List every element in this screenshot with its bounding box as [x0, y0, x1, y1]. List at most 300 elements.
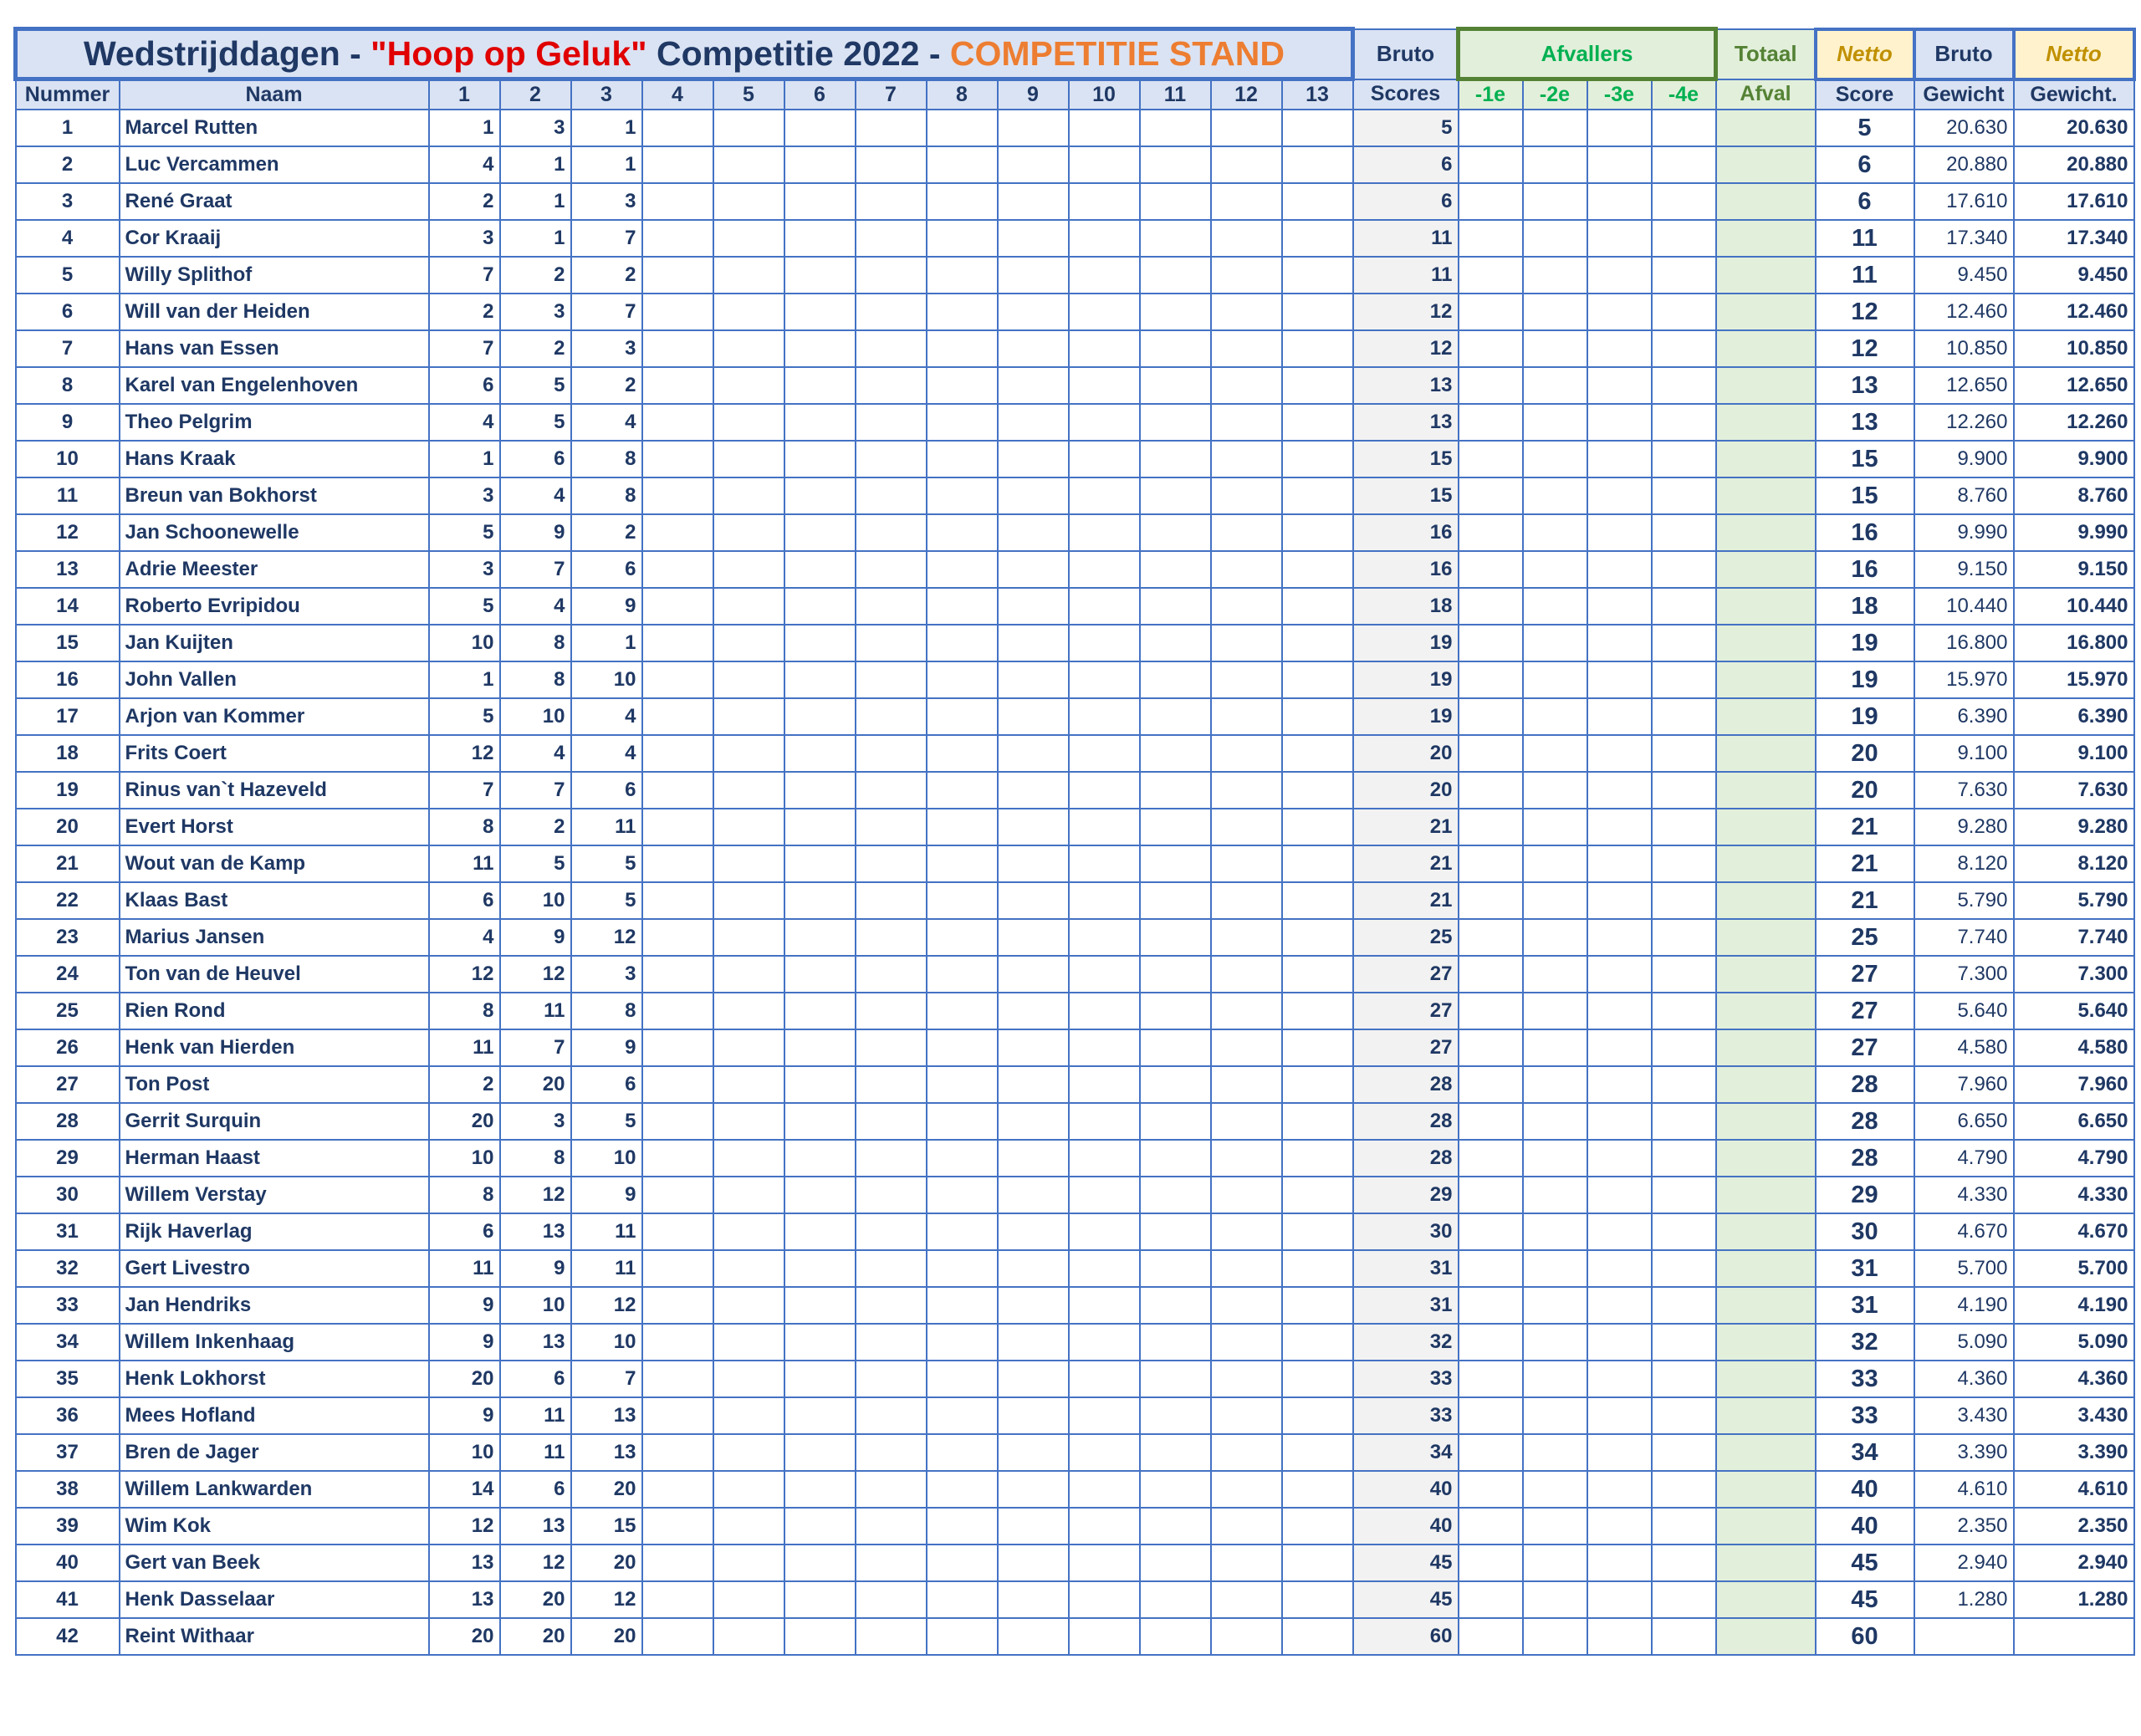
cell-round-6	[784, 551, 856, 588]
cell-totaal-afval	[1716, 845, 1816, 882]
cell-round-6	[784, 1029, 856, 1066]
cell-netto-score: 12	[1816, 330, 1914, 367]
cell-round-2: 12	[500, 956, 571, 993]
cell-round-12	[1211, 514, 1282, 551]
cell-round-8	[927, 735, 998, 772]
cell-afvaller-4	[1652, 257, 1716, 294]
cell-bruto-gewicht: 9.900	[1914, 441, 2014, 477]
cell-round-9	[998, 1508, 1069, 1545]
cell-round-7	[856, 367, 927, 404]
cell-netto-gewicht: 1.280	[2014, 1581, 2134, 1618]
cell-nummer: 15	[16, 625, 120, 661]
cell-round-12	[1211, 367, 1282, 404]
cell-netto-score: 11	[1816, 220, 1914, 257]
cell-netto-gewicht: 4.790	[2014, 1140, 2134, 1177]
cell-round-4	[642, 1287, 713, 1324]
cell-afvaller-4	[1652, 809, 1716, 845]
cell-afvaller-2	[1523, 845, 1587, 882]
cell-netto-score: 28	[1816, 1140, 1914, 1177]
cell-round-5	[713, 882, 784, 919]
cell-round-8	[927, 294, 998, 330]
cell-round-9	[998, 1361, 1069, 1397]
cell-round-9	[998, 367, 1069, 404]
cell-round-12	[1211, 588, 1282, 625]
cell-round-13	[1282, 294, 1353, 330]
cell-round-4	[642, 477, 713, 514]
cell-netto-score: 31	[1816, 1250, 1914, 1287]
cell-totaal-afval	[1716, 404, 1816, 441]
cell-nummer: 16	[16, 661, 120, 698]
cell-round-4	[642, 330, 713, 367]
cell-afvaller-4	[1652, 514, 1716, 551]
col-header-gewicht: Gewicht	[1914, 79, 2014, 110]
cell-round-11	[1140, 1471, 1211, 1508]
cell-round-8	[927, 956, 998, 993]
cell-round-1: 9	[429, 1287, 500, 1324]
cell-round-9	[998, 220, 1069, 257]
cell-netto-gewicht: 4.610	[2014, 1471, 2134, 1508]
cell-round-12	[1211, 772, 1282, 809]
cell-round-13	[1282, 514, 1353, 551]
cell-round-8	[927, 514, 998, 551]
cell-round-5	[713, 1508, 784, 1545]
cell-netto-gewicht: 7.630	[2014, 772, 2134, 809]
cell-round-7	[856, 1434, 927, 1471]
cell-naam: Gert Livestro	[120, 1250, 429, 1287]
cell-round-7	[856, 588, 927, 625]
title-part-1: Wedstrijddagen -	[83, 34, 371, 73]
cell-afvaller-4	[1652, 110, 1716, 146]
cell-round-5	[713, 146, 784, 183]
table-row	[16, 1287, 2134, 1324]
cell-afvaller-2	[1523, 1029, 1587, 1066]
cell-bruto-scores: 45	[1353, 1545, 1459, 1581]
cell-afvaller-4	[1652, 477, 1716, 514]
cell-round-1: 5	[429, 588, 500, 625]
cell-round-6	[784, 404, 856, 441]
cell-round-3: 1	[571, 625, 642, 661]
cell-afvaller-3	[1587, 294, 1652, 330]
cell-round-1: 3	[429, 551, 500, 588]
cell-naam: Jan Kuijten	[120, 625, 429, 661]
cell-round-3: 7	[571, 1361, 642, 1397]
cell-round-4	[642, 1324, 713, 1361]
col-header-round-2: 2	[500, 79, 571, 110]
cell-round-7	[856, 625, 927, 661]
cell-round-10	[1069, 1471, 1140, 1508]
cell-nummer: 32	[16, 1250, 120, 1287]
cell-bruto-gewicht: 4.580	[1914, 1029, 2014, 1066]
cell-round-2: 1	[500, 146, 571, 183]
cell-round-6	[784, 993, 856, 1029]
cell-afvaller-3	[1587, 220, 1652, 257]
table-row	[16, 661, 2134, 698]
cell-round-11	[1140, 882, 1211, 919]
cell-round-11	[1140, 1066, 1211, 1103]
cell-round-5	[713, 809, 784, 845]
cell-round-12	[1211, 1066, 1282, 1103]
cell-bruto-gewicht: 20.630	[1914, 110, 2014, 146]
cell-bruto-gewicht: 16.800	[1914, 625, 2014, 661]
cell-round-4	[642, 1434, 713, 1471]
cell-afvaller-1	[1459, 1177, 1523, 1213]
cell-netto-score: 31	[1816, 1287, 1914, 1324]
cell-afvaller-2	[1523, 1434, 1587, 1471]
cell-round-12	[1211, 1397, 1282, 1434]
cell-afvaller-4	[1652, 367, 1716, 404]
cell-afvaller-4	[1652, 551, 1716, 588]
cell-round-6	[784, 1250, 856, 1287]
cell-afvaller-4	[1652, 1324, 1716, 1361]
cell-round-3: 15	[571, 1508, 642, 1545]
cell-naam: Bren de Jager	[120, 1434, 429, 1471]
cell-afvaller-1	[1459, 294, 1523, 330]
table-row	[16, 1618, 2134, 1655]
cell-round-13	[1282, 1029, 1353, 1066]
table-row	[16, 183, 2134, 220]
title-part-2: "Hoop op Geluk"	[370, 34, 647, 73]
cell-round-12	[1211, 882, 1282, 919]
cell-round-6	[784, 257, 856, 294]
cell-round-12	[1211, 1361, 1282, 1397]
table-row	[16, 404, 2134, 441]
cell-round-2: 2	[500, 330, 571, 367]
cell-bruto-gewicht: 9.450	[1914, 257, 2014, 294]
cell-round-10	[1069, 956, 1140, 993]
cell-netto-gewicht: 9.990	[2014, 514, 2134, 551]
cell-afvaller-4	[1652, 1250, 1716, 1287]
cell-round-11	[1140, 330, 1211, 367]
cell-naam: Klaas Bast	[120, 882, 429, 919]
cell-totaal-afval	[1716, 441, 1816, 477]
cell-round-7	[856, 1508, 927, 1545]
cell-afvaller-1	[1459, 1397, 1523, 1434]
cell-bruto-scores: 15	[1353, 477, 1459, 514]
col-header-round-8: 8	[927, 79, 998, 110]
cell-afvaller-2	[1523, 1287, 1587, 1324]
cell-round-10	[1069, 1618, 1140, 1655]
cell-round-8	[927, 1397, 998, 1434]
cell-round-1: 2	[429, 294, 500, 330]
cell-nummer: 20	[16, 809, 120, 845]
cell-round-4	[642, 882, 713, 919]
cell-round-5	[713, 1177, 784, 1213]
cell-bruto-scores: 19	[1353, 625, 1459, 661]
cell-netto-gewicht: 8.120	[2014, 845, 2134, 882]
cell-round-5	[713, 294, 784, 330]
cell-afvaller-3	[1587, 1140, 1652, 1177]
cell-round-1: 2	[429, 1066, 500, 1103]
cell-netto-score: 45	[1816, 1581, 1914, 1618]
cell-round-10	[1069, 1250, 1140, 1287]
cell-naam: Wim Kok	[120, 1508, 429, 1545]
cell-round-5	[713, 1287, 784, 1324]
cell-bruto-scores: 16	[1353, 514, 1459, 551]
cell-nummer: 33	[16, 1287, 120, 1324]
cell-afvaller-1	[1459, 1103, 1523, 1140]
cell-netto-gewicht: 4.580	[2014, 1029, 2134, 1066]
cell-round-13	[1282, 1434, 1353, 1471]
cell-nummer: 3	[16, 183, 120, 220]
cell-round-13	[1282, 661, 1353, 698]
col-header-round-3: 3	[571, 79, 642, 110]
cell-round-11	[1140, 146, 1211, 183]
cell-nummer: 13	[16, 551, 120, 588]
cell-round-12	[1211, 1545, 1282, 1581]
cell-afvaller-4	[1652, 1103, 1716, 1140]
cell-round-8	[927, 110, 998, 146]
cell-round-11	[1140, 183, 1211, 220]
cell-round-5	[713, 1434, 784, 1471]
cell-round-3: 5	[571, 882, 642, 919]
cell-totaal-afval	[1716, 294, 1816, 330]
cell-round-4	[642, 257, 713, 294]
cell-bruto-scores: 19	[1353, 698, 1459, 735]
table-row	[16, 625, 2134, 661]
cell-naam: Ton van de Heuvel	[120, 956, 429, 993]
cell-afvaller-1	[1459, 441, 1523, 477]
cell-afvaller-4	[1652, 1029, 1716, 1066]
cell-afvaller-1	[1459, 1066, 1523, 1103]
cell-bruto-gewicht: 4.190	[1914, 1287, 2014, 1324]
cell-afvaller-4	[1652, 220, 1716, 257]
col-header-afvaller-1: -1e	[1459, 79, 1523, 110]
cell-round-10	[1069, 809, 1140, 845]
cell-round-4	[642, 183, 713, 220]
cell-round-4	[642, 294, 713, 330]
cell-round-10	[1069, 110, 1140, 146]
cell-round-9	[998, 1177, 1069, 1213]
cell-totaal-afval	[1716, 1434, 1816, 1471]
cell-round-12	[1211, 1213, 1282, 1250]
cell-round-10	[1069, 477, 1140, 514]
cell-round-9	[998, 514, 1069, 551]
cell-bruto-scores: 31	[1353, 1250, 1459, 1287]
cell-round-6	[784, 956, 856, 993]
cell-round-8	[927, 993, 998, 1029]
cell-naam: Adrie Meester	[120, 551, 429, 588]
cell-afvaller-4	[1652, 1434, 1716, 1471]
cell-round-6	[784, 1324, 856, 1361]
cell-round-12	[1211, 1581, 1282, 1618]
cell-round-3: 1	[571, 146, 642, 183]
cell-netto-gewicht: 6.650	[2014, 1103, 2134, 1140]
cell-totaal-afval	[1716, 1177, 1816, 1213]
cell-round-6	[784, 1581, 856, 1618]
cell-round-8	[927, 477, 998, 514]
table-row	[16, 809, 2134, 845]
cell-round-9	[998, 294, 1069, 330]
cell-round-8	[927, 1029, 998, 1066]
cell-round-6	[784, 919, 856, 956]
cell-afvaller-2	[1523, 404, 1587, 441]
cell-totaal-afval	[1716, 625, 1816, 661]
cell-bruto-scores: 40	[1353, 1471, 1459, 1508]
cell-round-9	[998, 1471, 1069, 1508]
cell-round-9	[998, 1434, 1069, 1471]
cell-afvaller-3	[1587, 110, 1652, 146]
cell-round-12	[1211, 1471, 1282, 1508]
cell-afvaller-2	[1523, 1361, 1587, 1397]
cell-round-3: 13	[571, 1397, 642, 1434]
cell-round-1: 14	[429, 1471, 500, 1508]
cell-afvaller-3	[1587, 551, 1652, 588]
cell-round-8	[927, 1324, 998, 1361]
cell-round-13	[1282, 1471, 1353, 1508]
cell-round-5	[713, 477, 784, 514]
cell-bruto-gewicht: 5.700	[1914, 1250, 2014, 1287]
cell-round-5	[713, 1397, 784, 1434]
cell-round-5	[713, 367, 784, 404]
cell-round-6	[784, 845, 856, 882]
cell-netto-score: 25	[1816, 919, 1914, 956]
cell-netto-score: 15	[1816, 477, 1914, 514]
cell-round-5	[713, 919, 784, 956]
cell-afvaller-1	[1459, 551, 1523, 588]
cell-totaal-afval	[1716, 1029, 1816, 1066]
cell-round-5	[713, 441, 784, 477]
cell-nummer: 41	[16, 1581, 120, 1618]
cell-round-2: 20	[500, 1581, 571, 1618]
cell-round-3: 4	[571, 735, 642, 772]
cell-round-11	[1140, 514, 1211, 551]
cell-afvaller-2	[1523, 772, 1587, 809]
cell-bruto-gewicht: 4.330	[1914, 1177, 2014, 1213]
cell-round-3: 20	[571, 1471, 642, 1508]
cell-round-10	[1069, 1361, 1140, 1397]
cell-round-9	[998, 1140, 1069, 1177]
cell-afvaller-2	[1523, 1618, 1587, 1655]
cell-round-2: 5	[500, 404, 571, 441]
cell-round-7	[856, 661, 927, 698]
cell-round-9	[998, 257, 1069, 294]
cell-round-11	[1140, 845, 1211, 882]
cell-round-7	[856, 1287, 927, 1324]
cell-bruto-gewicht: 7.630	[1914, 772, 2014, 809]
cell-bruto-scores: 28	[1353, 1066, 1459, 1103]
cell-afvaller-2	[1523, 330, 1587, 367]
cell-round-12	[1211, 330, 1282, 367]
cell-round-5	[713, 588, 784, 625]
cell-totaal-afval	[1716, 956, 1816, 993]
cell-totaal-afval	[1716, 772, 1816, 809]
cell-netto-gewicht: 9.280	[2014, 809, 2134, 845]
cell-afvaller-3	[1587, 1287, 1652, 1324]
table-row	[16, 882, 2134, 919]
table-row	[16, 1545, 2134, 1581]
cell-bruto-gewicht: 4.670	[1914, 1213, 2014, 1250]
cell-totaal-afval	[1716, 477, 1816, 514]
cell-round-13	[1282, 1581, 1353, 1618]
cell-round-9	[998, 1287, 1069, 1324]
cell-round-6	[784, 330, 856, 367]
cell-round-7	[856, 1545, 927, 1581]
cell-round-7	[856, 330, 927, 367]
table-row	[16, 1250, 2134, 1287]
cell-afvaller-4	[1652, 1213, 1716, 1250]
col-header-afvaller-2: -2e	[1523, 79, 1587, 110]
cell-round-13	[1282, 882, 1353, 919]
cell-round-3: 10	[571, 661, 642, 698]
cell-round-5	[713, 698, 784, 735]
col-header-round-9: 9	[998, 79, 1069, 110]
cell-round-7	[856, 477, 927, 514]
cell-totaal-afval	[1716, 809, 1816, 845]
cell-round-8	[927, 919, 998, 956]
cell-nummer: 1	[16, 110, 120, 146]
cell-naam: Marcel Rutten	[120, 110, 429, 146]
cell-netto-score: 60	[1816, 1618, 1914, 1655]
cell-totaal-afval	[1716, 1471, 1816, 1508]
table-row	[16, 588, 2134, 625]
cell-afvaller-2	[1523, 1177, 1587, 1213]
cell-round-1: 9	[429, 1397, 500, 1434]
cell-round-13	[1282, 735, 1353, 772]
cell-totaal-afval	[1716, 1618, 1816, 1655]
col-header-round-7: 7	[856, 79, 927, 110]
cell-round-8	[927, 330, 998, 367]
cell-totaal-afval	[1716, 183, 1816, 220]
cell-bruto-scores: 13	[1353, 367, 1459, 404]
cell-round-10	[1069, 1434, 1140, 1471]
cell-afvaller-4	[1652, 294, 1716, 330]
cell-round-4	[642, 956, 713, 993]
table-row	[16, 845, 2134, 882]
cell-totaal-afval	[1716, 588, 1816, 625]
cell-round-13	[1282, 1250, 1353, 1287]
cell-round-1: 6	[429, 1213, 500, 1250]
cell-totaal-afval	[1716, 1213, 1816, 1250]
cell-round-3: 3	[571, 956, 642, 993]
cell-round-11	[1140, 1177, 1211, 1213]
cell-totaal-afval	[1716, 110, 1816, 146]
cell-round-4	[642, 1250, 713, 1287]
table-row	[16, 1066, 2134, 1103]
cell-round-11	[1140, 1324, 1211, 1361]
cell-round-13	[1282, 1213, 1353, 1250]
cell-bruto-gewicht: 20.880	[1914, 146, 2014, 183]
cell-afvaller-2	[1523, 1545, 1587, 1581]
cell-round-8	[927, 404, 998, 441]
cell-round-7	[856, 183, 927, 220]
cell-totaal-afval	[1716, 1250, 1816, 1287]
cell-bruto-gewicht: 2.350	[1914, 1508, 2014, 1545]
cell-round-12	[1211, 993, 1282, 1029]
cell-bruto-gewicht: 5.640	[1914, 993, 2014, 1029]
cell-afvaller-4	[1652, 404, 1716, 441]
cell-round-13	[1282, 956, 1353, 993]
cell-nummer: 35	[16, 1361, 120, 1397]
cell-naam: Willy Splithof	[120, 257, 429, 294]
cell-afvaller-4	[1652, 845, 1716, 882]
cell-netto-gewicht: 3.430	[2014, 1397, 2134, 1434]
cell-round-7	[856, 1618, 927, 1655]
cell-afvaller-3	[1587, 330, 1652, 367]
cell-round-13	[1282, 1103, 1353, 1140]
cell-round-13	[1282, 698, 1353, 735]
cell-afvaller-1	[1459, 772, 1523, 809]
cell-bruto-gewicht: 12.650	[1914, 367, 2014, 404]
table-row	[16, 698, 2134, 735]
cell-netto-gewicht: 5.790	[2014, 882, 2134, 919]
cell-round-10	[1069, 1103, 1140, 1140]
cell-round-12	[1211, 1324, 1282, 1361]
table-row	[16, 146, 2134, 183]
cell-naam: Frits Coert	[120, 735, 429, 772]
cell-round-12	[1211, 257, 1282, 294]
cell-round-8	[927, 146, 998, 183]
cell-round-1: 5	[429, 514, 500, 551]
